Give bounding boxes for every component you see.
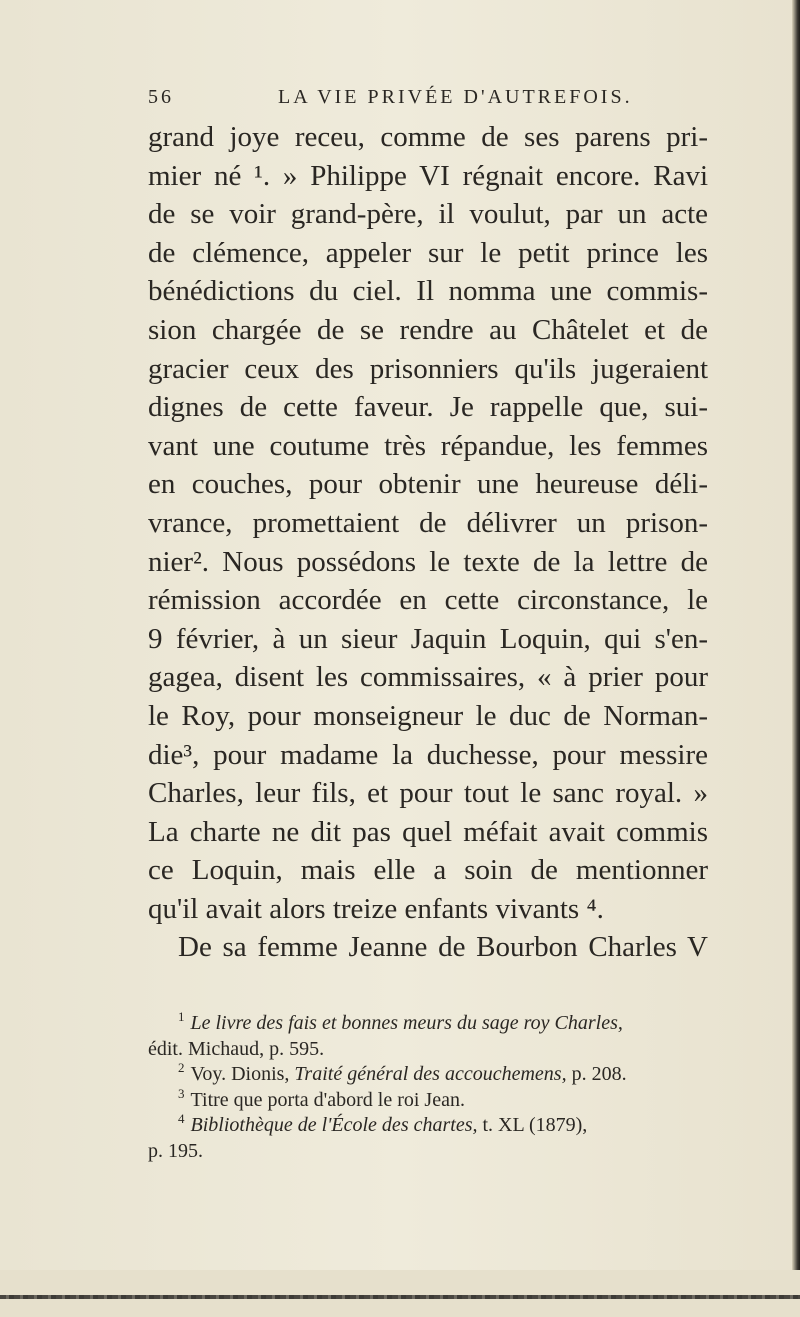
body-line: vrance, promettaient de délivrer un prison- — [148, 506, 708, 539]
body-line: La charte ne dit pas quel méfait avait commis — [148, 815, 708, 848]
footnote-text: Titre que porta d'abord le roi Jean. — [190, 1088, 465, 1111]
page-number: 56 — [148, 86, 174, 108]
footnote-title: Traité général des accouchemens, — [294, 1063, 567, 1085]
footnote-text: t. XL (1879), — [477, 1114, 588, 1136]
footnote-number: 2 — [178, 1060, 185, 1076]
body-line: grand joye receu, comme de ses parens pri- — [148, 121, 708, 153]
footnote-number: 1 — [178, 1009, 185, 1025]
body-line: 9 février, à un sieur Jaquin Loquin, qui s'en- — [148, 622, 708, 655]
footnote-title: Bibliothèque de l'École des chartes, — [190, 1114, 478, 1136]
body-line: die³, pour madame la duchesse, pour messire — [148, 738, 708, 771]
footnotes — [148, 1011, 708, 1164]
footnote-text: Voy. Dionis, — [190, 1063, 295, 1085]
body-line: de clémence, appeler sur le petit prince les — [148, 236, 708, 269]
body-line: de se voir grand-père, il voulut, par un acte — [148, 198, 708, 231]
body-line: De sa femme Jeanne de Bourbon Charles V — [178, 931, 708, 964]
body-line: nier². Nous possédons le texte de la lettre de — [148, 545, 708, 578]
footnote-title: Le livre des fais et bonnes meurs du sage roy Charles, — [190, 1012, 623, 1034]
footnote-text: p. 208. — [566, 1063, 627, 1085]
body-line: vant une coutume très répandue, les femmes — [148, 429, 708, 462]
footnote-3 — [148, 1085, 708, 1114]
footnote-text: p. 195. — [148, 1139, 203, 1162]
footnote-4-cont — [148, 1139, 708, 1165]
bottom-margin — [0, 1270, 800, 1317]
footnote-text: édit. Michaud, p. 595. — [148, 1037, 325, 1060]
running-head — [148, 86, 708, 109]
body-line: dignes de cette faveur. Je rappelle que, sui- — [148, 391, 708, 424]
body-line: gracier ceux des prisonniers qu'ils jugeraient — [148, 352, 708, 385]
body-line: mier né ¹. » Philippe VI régnait encore. Ravi — [148, 159, 708, 192]
running-title: LA VIE PRIVÉE D'AUTREFOIS. — [278, 86, 633, 108]
body-line: qu'il avait alors treize enfants vivants ⁴. — [148, 892, 604, 925]
body-line: en couches, pour obtenir une heureuse déli- — [148, 468, 708, 501]
footnote-4 — [148, 1113, 708, 1139]
body-line: ce Loquin, mais elle a soin de mentionner — [148, 854, 708, 887]
body-line: bénédictions du ciel. Il nomma une commis- — [148, 275, 708, 308]
body-line: rémission accordée en cette circonstance, le — [148, 584, 708, 617]
footnote-number: 4 — [178, 1111, 185, 1127]
body-line: gagea, disent les commissaires, « à prier pour — [148, 661, 708, 694]
footnote-1-cont — [148, 1037, 708, 1063]
page-edge-shadow — [792, 0, 800, 1317]
bottom-scan-artifact — [0, 1295, 800, 1299]
body-text — [148, 118, 708, 967]
footnote-2 — [148, 1062, 708, 1088]
body-line: sion chargée de se rendre au Châtelet et de — [148, 313, 708, 346]
body-line: Charles, leur fils, et pour tout le sanc royal. » — [148, 777, 708, 810]
body-line: le Roy, pour monseigneur le duc de Norman- — [148, 699, 708, 732]
footnote-number: 3 — [178, 1085, 185, 1101]
footnote-1 — [148, 1011, 708, 1037]
